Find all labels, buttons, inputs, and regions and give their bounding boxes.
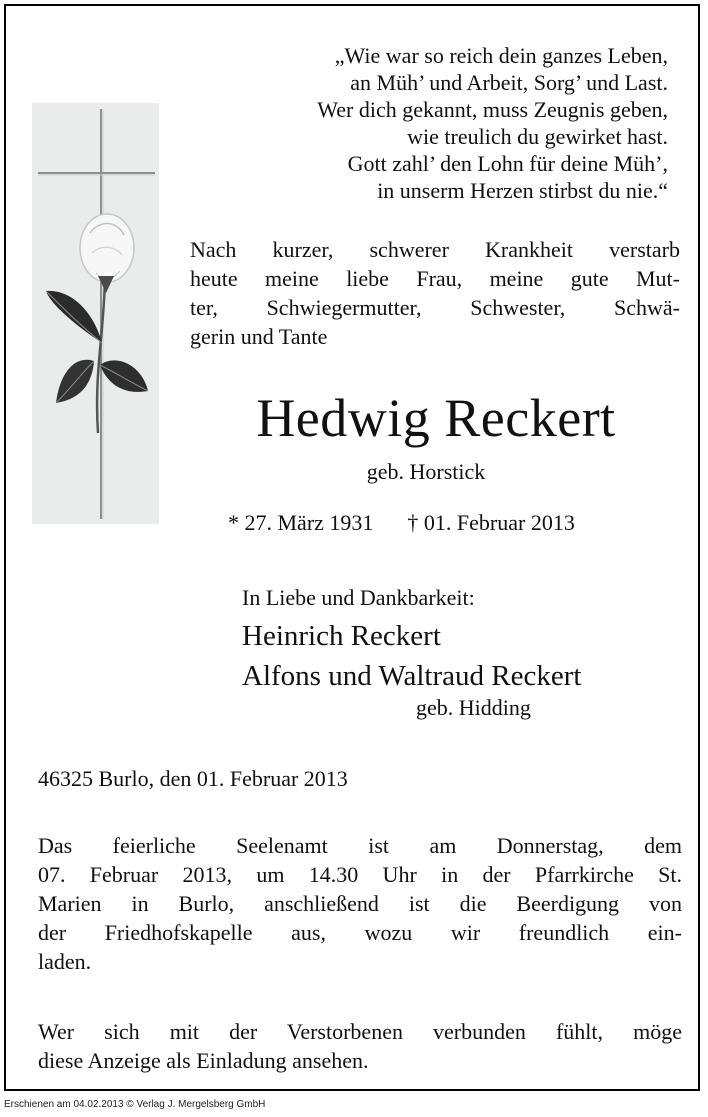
poem-line: an Müh’ und Arbeit, Sorg’ und Last. [350, 70, 668, 95]
service-line: 07. Februar 2013, um 14.30 Uhr in der Pfarrkirche St. [38, 862, 682, 887]
life-dates [228, 509, 575, 537]
invite-line: diese Anzeige als Einladung ansehen. [38, 1048, 369, 1073]
publication-footer: Erschienen am 04.02.2013 © Verlag J. Mergelsberg GmbH [4, 1099, 266, 1110]
poem-line: in unserm Herzen stirbst du nie.“ [377, 178, 668, 203]
mourner-maiden-name: geb. Hidding [416, 695, 531, 720]
mourners-intro: In Liebe und Dankbarkeit: [242, 585, 475, 610]
service-line: Das feierliche Seelenamt ist am Donnerstag, dem [38, 833, 682, 858]
poem-line: wie treulich du gewirket hast. [407, 124, 668, 149]
obituary-frame [4, 4, 700, 1091]
service-line: laden. [38, 949, 92, 974]
poem-line: „Wie war so reich dein ganzes Leben, [334, 43, 668, 68]
poem-line: Gott zahl’ den Lohn für deine Müh’, [347, 151, 668, 176]
intro-line: heute meine liebe Frau, meine gute Mut- [190, 266, 680, 291]
intro-line: gerin und Tante [190, 324, 328, 349]
death-date: † 01. Februar 2013 [407, 510, 575, 535]
deceased-name: Hedwig Reckert [256, 388, 616, 448]
cross-with-rose-icon [32, 103, 159, 524]
service-line: Marien in Burlo, anschließend ist die Beerdigung von [38, 891, 682, 916]
place-date: 46325 Burlo, den 01. Februar 2013 [38, 766, 348, 791]
poem-line: Wer dich gekannt, muss Zeugnis geben, [317, 97, 668, 122]
mourner-name: Heinrich Reckert [242, 620, 441, 652]
intro-line: Nach kurzer, schwerer Krankheit verstarb [190, 237, 680, 262]
invite-line: Wer sich mit der Verstorbenen verbunden fühlt, möge [38, 1019, 682, 1044]
mourner-name: Alfons und Waltraud Reckert [242, 660, 582, 692]
service-text [38, 831, 682, 976]
deceased-maiden-name: geb. Horstick [366, 459, 486, 484]
intro-line: ter, Schwiegermutter, Schwester, Schwä- [190, 295, 680, 320]
intro-text [190, 235, 680, 351]
poem [188, 42, 668, 204]
service-line: der Friedhofskapelle aus, wozu wir freundlich ein- [38, 920, 682, 945]
invitation-text [38, 1017, 682, 1075]
birth-date: * 27. März 1931 [228, 510, 374, 535]
